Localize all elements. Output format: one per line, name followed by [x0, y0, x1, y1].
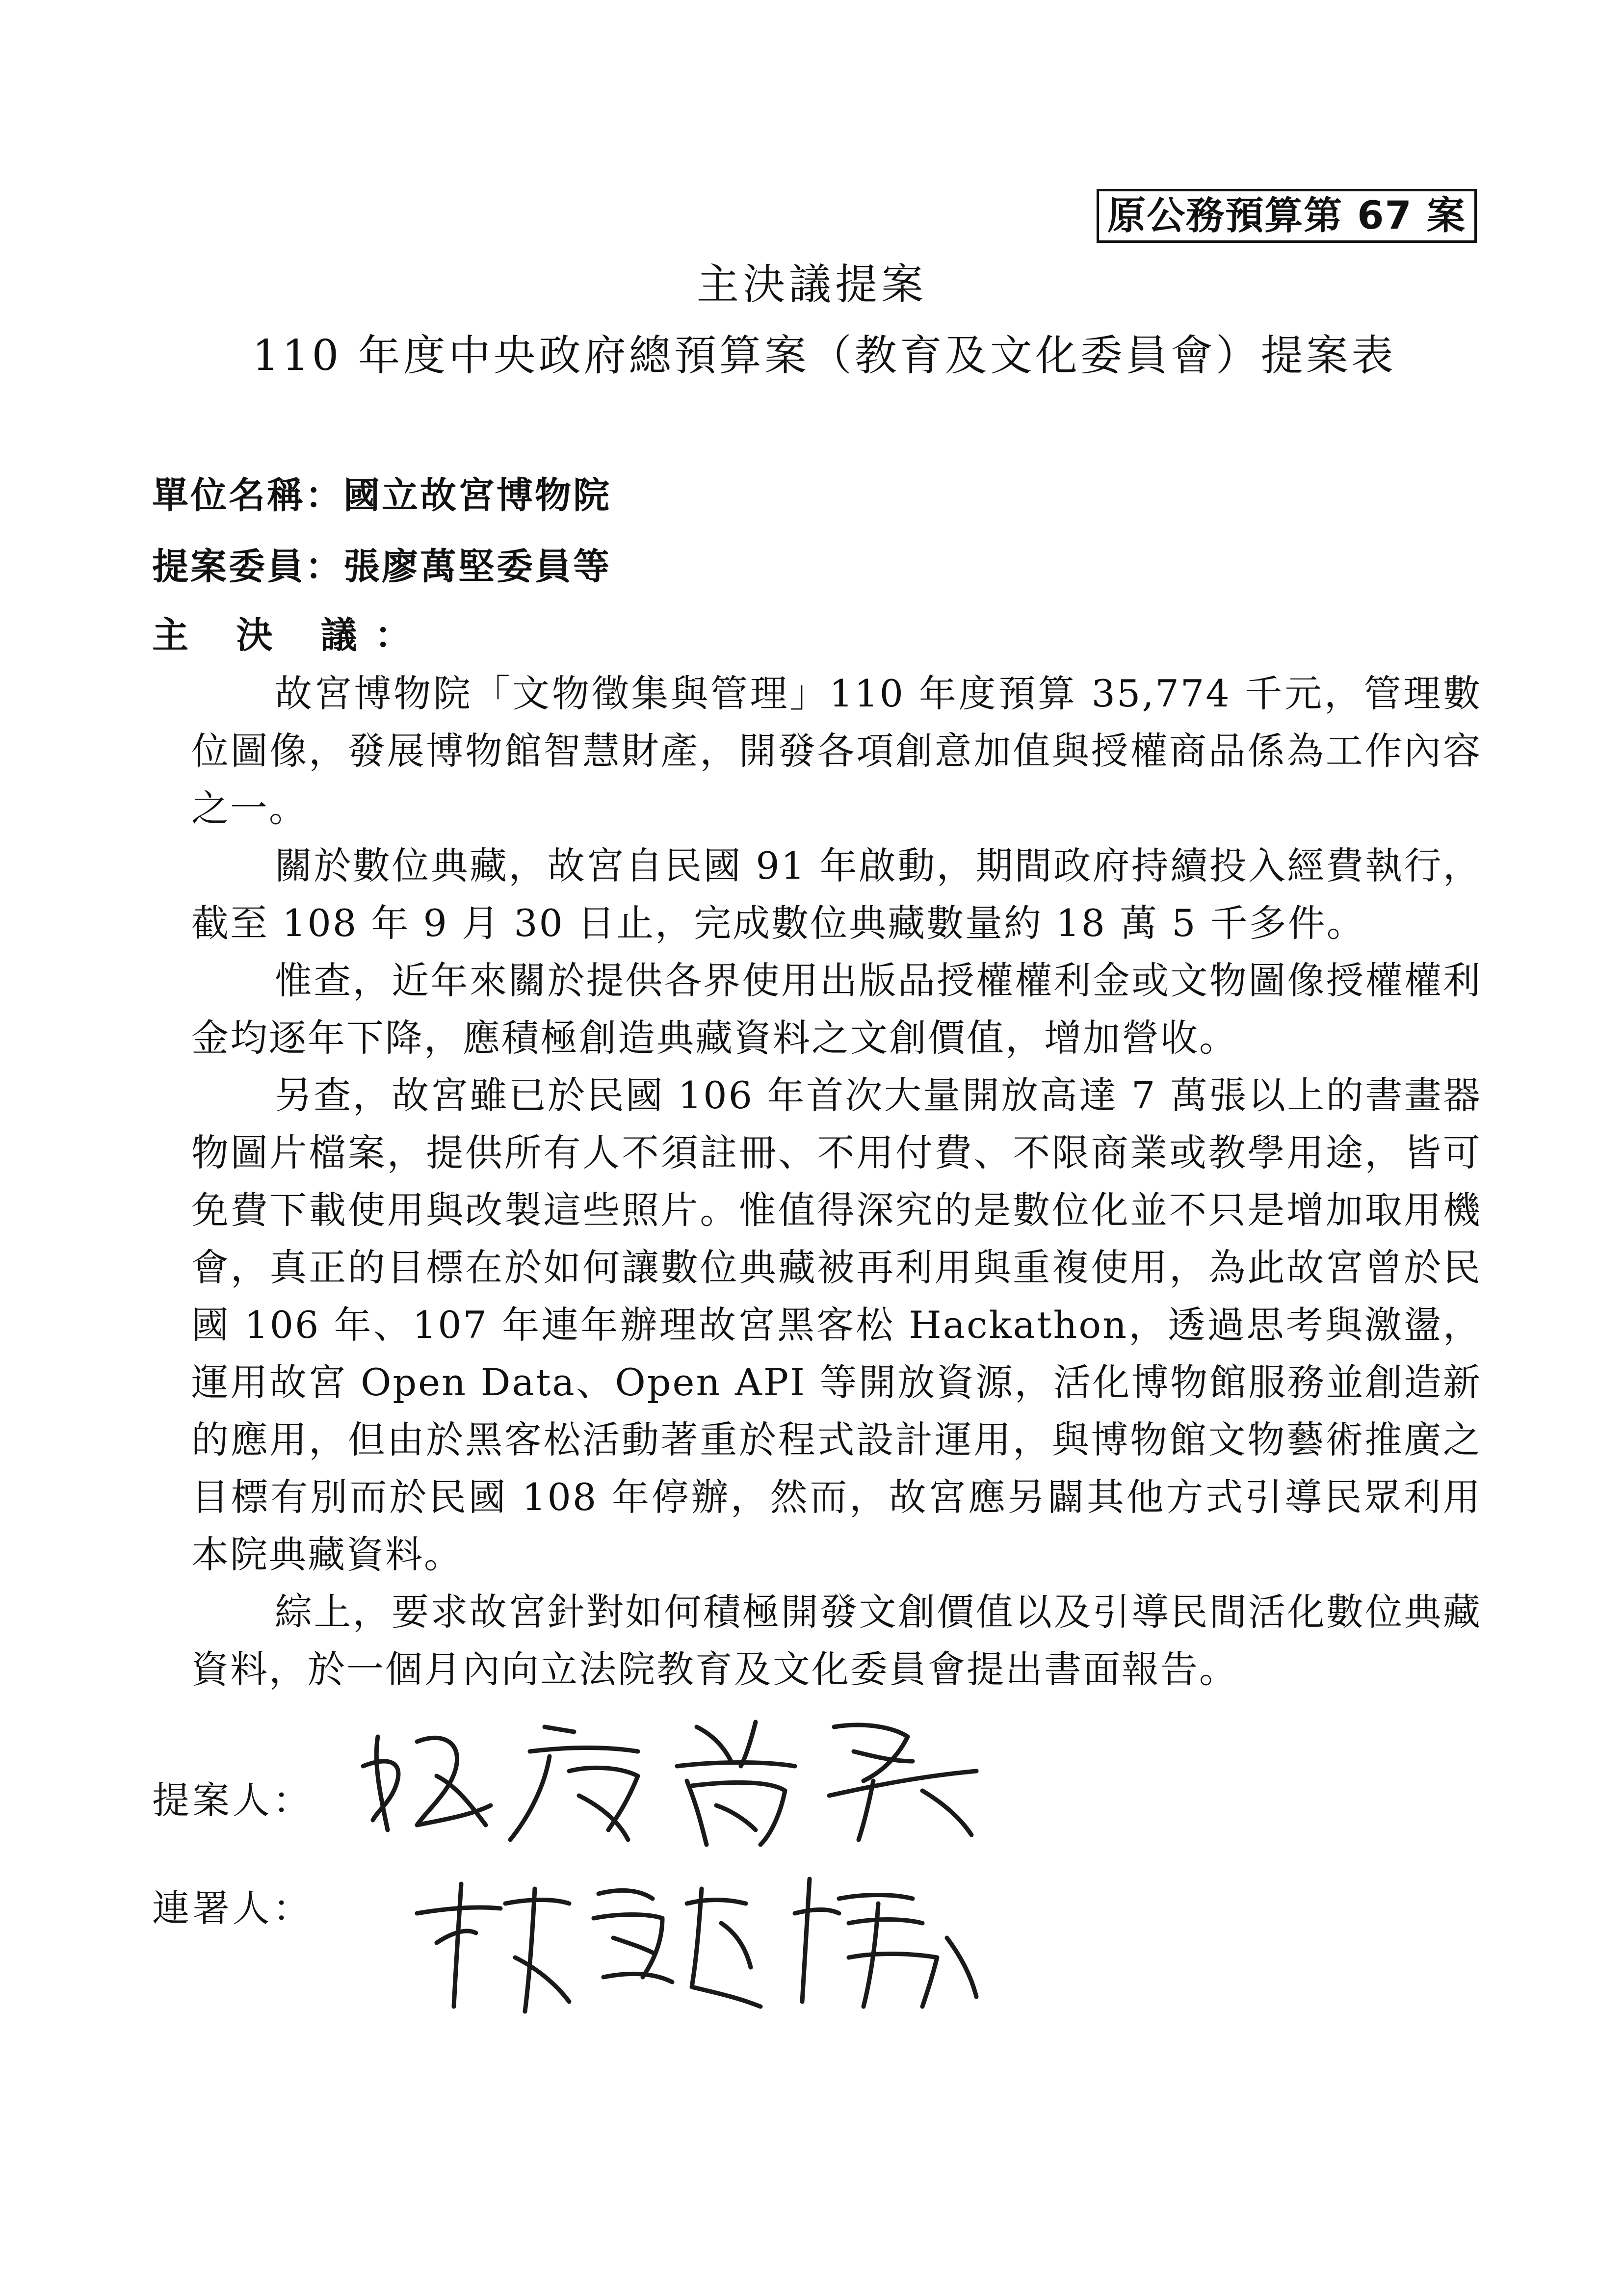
document-title: 主決議提案	[697, 260, 927, 309]
body-paragraph: 惟查，近年來關於提供各界使用出版品授權權利金或文物圖像授權權利金均逐年下降，應積極創造典藏資料之文創價值，增加營收。	[191, 959, 1482, 1060]
unit-name-field: 單位名稱：國立故宮博物院	[152, 474, 611, 517]
proposer-label: 提案人：	[152, 1778, 313, 1822]
resolution-label: 主 決 議：	[152, 614, 429, 656]
resolution-body	[191, 665, 1482, 1698]
cosigner-signatures	[407, 1859, 996, 2026]
body-paragraph: 綜上，要求故宮針對如何積極開發文創價值以及引導民間活化數位典藏資料，於一個月內向立法院教育及文化委員會提出書面報告。	[191, 1590, 1482, 1691]
proposer-signature	[343, 1707, 1055, 1854]
document-subtitle: 110 年度中央政府總預算案（教育及文化委員會）提案表	[252, 331, 1396, 380]
body-paragraph: 另查，故宮雖已於民國 106 年首次大量開放高達 7 萬張以上的書畫器物圖片檔案，提供所有人不須註冊、不用付費、不限商業或教學用途，皆可免費下載使用與改製這些照片。惟值得深究的是數位化並不只是增加取用機會，真正的目標在於如何讓數位典藏被再利用與重複使用，為此故宮曾於民國 106 年、107 年連年辦理故宮黑客松 Hackathon，透過思考與激盪，運用故宮 Open Data、Open API 等開放資源，活化博物館服務並創造新的應用，但由於黑客松活動著重於程式設計運用，與博物館文物藝術推廣之目標有別而於民國 108 年停辦，然而，故宮應另闢其他方式引導民眾利用本院典藏資料。	[191, 1073, 1482, 1576]
body-paragraph: 故宮博物院「文物徵集與管理」110 年度預算 35,774 千元，管理數位圖像，發展博物館智慧財產，開發各項創意加值與授權商品係為工作內容之一。	[191, 672, 1482, 830]
case-number-box: 原公務預算第 67 案	[1097, 189, 1477, 243]
body-paragraph: 關於數位典藏，故宮自民國 91 年啟動，期間政府持續投入經費執行，截至 108 年 9 月 30 日止，完成數位典藏數量約 18 萬 5 千多件。	[191, 844, 1482, 945]
cosigner-label: 連署人：	[152, 1886, 313, 1930]
proposer-committee-field: 提案委員：張廖萬堅委員等	[152, 546, 611, 588]
